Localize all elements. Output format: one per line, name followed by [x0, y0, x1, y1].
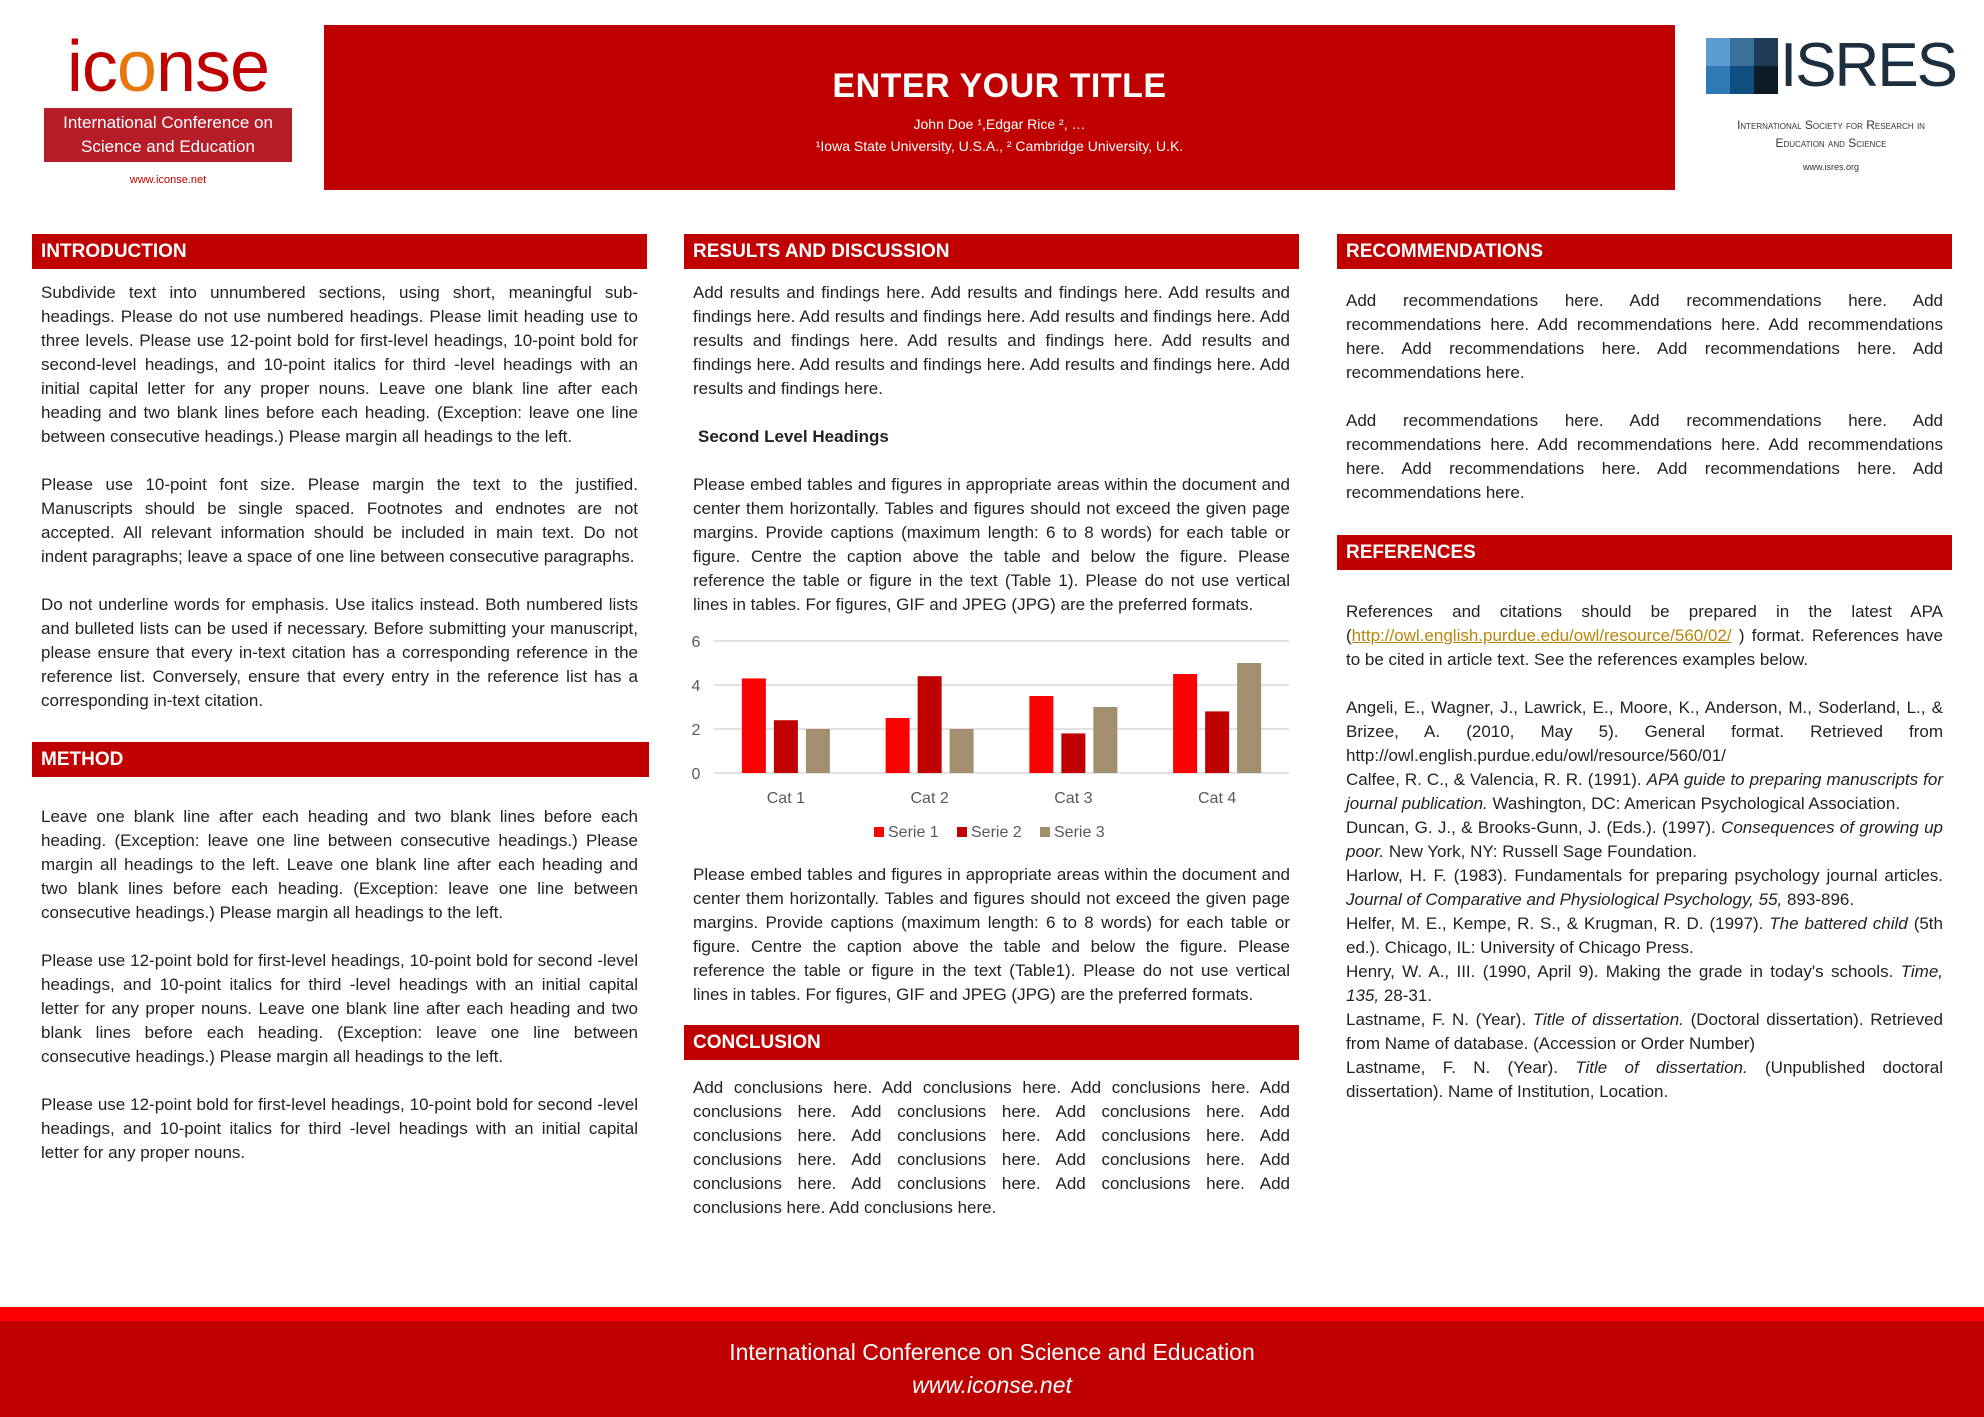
isres-name-line1: International Society for Research in — [1737, 118, 1925, 132]
reference-text: Angeli, E., Wagner, J., Lawrick, E., Moore, K., Anderson, M., Soderland, L., & Brizee, A. (2010, May 5). General format. Retrieved from http://owl.english.purdue.edu/owl/resource/560/01/ — [1346, 698, 1943, 765]
reference-italic: Time, 135, — [1346, 962, 1943, 1005]
references-intro-text: ) format. References have to be cited in article text. See the references examples below. — [1346, 626, 1943, 669]
isres-url[interactable]: www.isres.org — [1802, 162, 1859, 172]
introduction-heading: INTRODUCTION — [32, 234, 647, 269]
bar-serie-3-cat-4 — [1237, 663, 1261, 773]
introduction-paragraph: Do not underline words for emphasis. Use italics instead. Both numbered lists and bulleted lists can be used if necessary. Before submitting your manuscript, please ensure that every in-text citation has a corresponding reference in the reference list. Conversely, ensure that every entry in the reference list has a corresponding in-text citation. — [41, 595, 638, 710]
reference-italic: Title of dissertation. — [1575, 1058, 1748, 1077]
reference-item — [1337, 864, 1952, 912]
y-tick-label: 6 — [691, 634, 701, 651]
reference-item — [1337, 816, 1952, 864]
poster-title: ENTER YOUR TITLE — [832, 67, 1167, 105]
reference-italic: Title of dissertation. — [1532, 1010, 1684, 1029]
bar-serie-1-cat-1 — [742, 678, 766, 773]
bar-serie-1-cat-4 — [1173, 674, 1197, 773]
bar-serie-3-cat-2 — [950, 729, 974, 773]
legend-swatch — [874, 827, 884, 837]
reference-text: (5th ed.). Chicago, IL: University of Chicago Press. — [1346, 914, 1943, 957]
method-paragraph: Please use 12-point bold for first-level headings, 10-point bold for second -level headings, and 10-point italics for third -level headings with an initial capital letter for any proper nouns. — [41, 1095, 638, 1162]
reference-text: Helfer, M. E., Kempe, R. S., & Krugman, R. D. (1997). — [1346, 914, 1770, 933]
isres-name-line2: Education and Science — [1775, 136, 1887, 150]
reference-item — [1337, 912, 1952, 960]
introduction-paragraph: Subdivide text into unnumbered sections, using short, meaningful sub-headings. Please do not use numbered headings. Please limit heading use to three levels. Please use 12-point bold for first-level headings, 10-point bold for second-level headings, and 10-point italics for third -level headings with an initial capital letter for any proper nouns. Leave one blank line after each heading and two blank lines before each heading. (Exception: leave one line between consecutive headings.) Please margin all headings to the left. — [41, 283, 638, 446]
iconse-url[interactable]: www.iconse.net — [129, 174, 207, 186]
bar-serie-2-cat-2 — [918, 676, 942, 773]
reference-text: Henry, W. A., III. (1990, April 9). Making the grade in today's schools. — [1346, 962, 1901, 981]
y-tick-label: 2 — [691, 722, 701, 739]
bar-serie-1-cat-3 — [1029, 696, 1053, 773]
results-paragraph: Please embed tables and figures in appropriate areas within the document and center them horizontally. Tables and figures should not exceed the given page margins. Provide captions (maximum length: 6 to 8 words) for each table or figure. Centre the caption above the table and below the figure. Please reference the table or figure in the text (Table1). Please do not use vertical lines in tables. For figures, GIF and JPEG (JPG) are the preferred formats. — [693, 865, 1290, 1004]
iconse-name-line1: International Conference on — [63, 113, 273, 132]
introduction-paragraph: Please use 10-point font size. Please margin the text to the justified. Manuscripts should be single spaced. Footnotes and endnotes are not accepted. All relevant information should be included in main text. Do not indent paragraphs; leave a space of one line between consecutive paragraphs. — [41, 475, 638, 566]
footer-url[interactable]: www.iconse.net — [912, 1372, 1072, 1398]
second-level-heading: Second Level Headings — [698, 427, 889, 446]
reference-text: Calfee, R. C., & Valencia, R. R. (1991). — [1346, 770, 1647, 789]
reference-list — [1337, 696, 1952, 1104]
affiliations: ¹Iowa State University, U.S.A., ² Cambridge University, U.K. — [815, 138, 1184, 154]
bar-serie-3-cat-3 — [1093, 707, 1117, 773]
isres-squares-icon — [1706, 38, 1778, 94]
references-intro-text: References and citations should be prepared in the latest APA ( — [1346, 602, 1943, 645]
iconse-name-line2: Science and Education — [81, 137, 255, 156]
iconse-logo — [44, 27, 292, 186]
bar-chart — [684, 627, 1299, 855]
reference-italic: APA guide to preparing manuscripts for journal publication. — [1346, 770, 1943, 813]
reference-text: Washington, DC: American Psychological Association. — [1487, 794, 1901, 813]
reference-text: Duncan, G. J., & Brooks-Gunn, J. (Eds.). (1997). — [1346, 818, 1722, 837]
bar-serie-3-cat-1 — [806, 729, 830, 773]
footer-conference-name: International Conference on Science and Education — [729, 1339, 1255, 1365]
x-tick-label: Cat 1 — [766, 790, 805, 807]
authors: John Doe ¹,Edgar Rice ², … — [913, 116, 1086, 132]
legend-swatch — [957, 827, 967, 837]
recommendations-paragraph: Add recommendations here. Add recommendations here. Add recommendations here. Add recommendations here. Add recommendations here. Add recommendations here. Add recommendations here. Add recommendations here. — [1346, 411, 1943, 502]
reference-text: Harlow, H. F. (1983). Fundamentals for preparing psychology journal articles. — [1346, 866, 1943, 885]
reference-text: Lastname, F. N. (Year). — [1346, 1058, 1576, 1077]
reference-text: (Doctoral dissertation). Retrieved from Name of database. (Accession or Order Number) — [1346, 1010, 1943, 1053]
reference-item — [1337, 696, 1952, 768]
bar-serie-2-cat-3 — [1061, 733, 1085, 773]
y-tick-label: 4 — [691, 678, 701, 695]
recommendations-paragraph: Add recommendations here. Add recommendations here. Add recommendations here. Add recommendations here. Add recommendations here. Add recommendations here. Add recommendations here. Add recommendations here. — [1346, 291, 1943, 382]
column-middle — [684, 234, 1299, 1220]
reference-text: 28-31. — [1379, 986, 1433, 1005]
references-heading: REFERENCES — [1337, 535, 1952, 570]
reference-italic: The battered child — [1769, 914, 1908, 933]
conclusion-paragraph: Add conclusions here. Add conclusions here. Add conclusions here. Add conclusions here. Add conclusions here. Add conclusions here. Add conclusions here. Add conclusions here. Add conclusions here. Add conclusions here. Add conclusions here. Add conclusions here. Add conclusions here. Add conclusions here. Add conclusions here. Add conclusions here. Add conclusions here. — [693, 1078, 1290, 1217]
iconse-name — [44, 108, 292, 162]
column-right — [1337, 234, 1952, 1104]
reference-item — [1337, 1008, 1952, 1056]
method-paragraph: Leave one blank line after each heading and two blank lines before each heading. (Exception: leave one line between consecutive headings.) Please margin all headings to the left. Leave one blank line after each heading and two blank lines before each heading. (Exception: leave one line between consecutive headings.) Please margin all headings to the left. — [41, 807, 638, 922]
reference-text: New York, NY: Russell Sage Foundation. — [1384, 842, 1697, 861]
apa-link[interactable]: http://owl.english.purdue.edu/owl/resource/560/02/ — [1351, 626, 1732, 645]
method-paragraph: Please use 12-point bold for first-level headings, 10-point bold for second -level headings, and 10-point italics for third -level headings with an initial capital letter for any proper nouns. Leave one blank line after each heading and two blank lines before each heading. (Exception: leave one line between consecutive headings.) Please margin all headings to the left. — [41, 951, 638, 1066]
reference-italic: Consequences of growing up poor. — [1346, 818, 1944, 861]
reference-item — [1337, 768, 1952, 816]
results-paragraph: Add results and findings here. Add results and findings here. Add results and findings here. Add results and findings here. Add results and findings here. Add results and findings here. Add results and findings here. Add results and findings here. Add results and findings here. Add results and findings here. Add results and findings here. — [693, 283, 1290, 398]
results-paragraph: Please embed tables and figures in appropriate areas within the document and center them horizontally. Tables and figures should not exceed the given page margins. Provide captions (maximum length: 6 to 8 words) for each table or figure. Centre the caption above the table and below the figure. Please reference the table or figure in the text (Table 1). Please do not use vertical lines in tables. For figures, GIF and JPEG (JPG) are the preferred formats. — [693, 475, 1290, 614]
title-banner — [324, 25, 1675, 190]
results-heading: RESULTS AND DISCUSSION — [684, 234, 1299, 269]
legend-swatch — [1040, 827, 1050, 837]
legend-label: Serie 2 — [971, 824, 1022, 841]
reference-italic: Journal of Comparative and Physiological Psychology, 55, — [1346, 890, 1783, 909]
y-tick-label: 0 — [691, 766, 701, 783]
reference-text: 893-896. — [1782, 890, 1855, 909]
recommendations-heading: RECOMMENDATIONS — [1337, 234, 1952, 269]
legend-label: Serie 1 — [888, 824, 939, 841]
references-intro — [1337, 600, 1952, 672]
bar-serie-2-cat-4 — [1205, 711, 1229, 773]
reference-text: (Unpublished doctoral dissertation). Name of Institution, Location. — [1346, 1058, 1943, 1101]
bar-serie-2-cat-1 — [774, 720, 798, 773]
isres-wordmark: ISRES — [1779, 31, 1957, 100]
method-heading: METHOD — [32, 742, 649, 777]
reference-item — [1337, 1056, 1952, 1104]
iconse-wordmark: iconse — [66, 27, 270, 107]
x-tick-label: Cat 4 — [1198, 790, 1237, 807]
bar-serie-1-cat-2 — [886, 718, 910, 773]
isres-logo — [1711, 31, 1957, 172]
conclusion-heading: CONCLUSION — [684, 1025, 1299, 1060]
reference-item — [1337, 960, 1952, 1008]
legend-label: Serie 3 — [1054, 824, 1105, 841]
x-tick-label: Cat 2 — [910, 790, 949, 807]
reference-text: Lastname, F. N. (Year). — [1346, 1010, 1533, 1029]
column-left — [32, 234, 647, 1165]
footer — [0, 1307, 1984, 1417]
x-tick-label: Cat 3 — [1054, 790, 1093, 807]
